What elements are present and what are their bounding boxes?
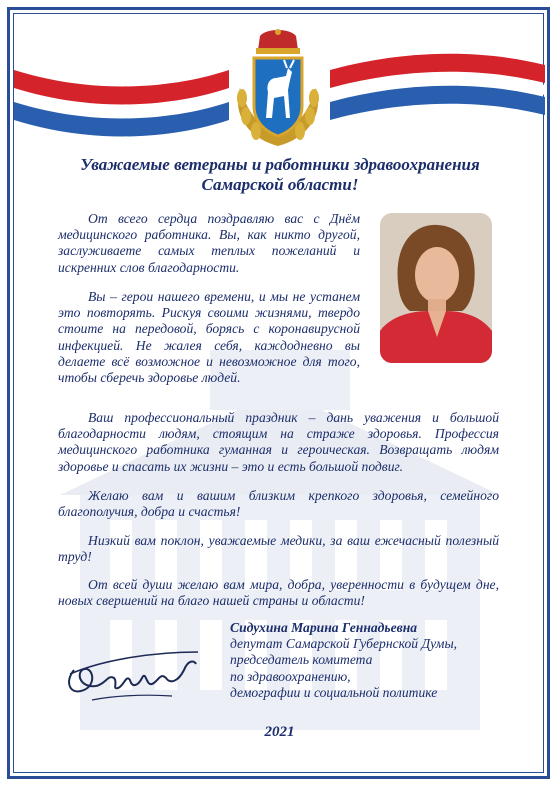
paragraph-2: Вы – герои нашего времени, и мы не устанем это повторять. Рискуя своими жизнями, твердо стоите на передовой, борясь с коронавирусной инфекцией. Не жалея себя, каждодневно вы делаете всё возможное и невозможное для того, чтобы сберечь здоровье людей. [58, 289, 360, 386]
paragraph-5: Низкий вам поклон, уважаемые медики, за ваш ежечасный полезный труд! [58, 533, 499, 565]
samara-coat-of-arms-icon [232, 28, 324, 153]
signer-title-line-1: депутат Самарской Губернской Думы, [230, 636, 458, 652]
portrait-image [380, 213, 492, 363]
signer-title-line-3: по здравоохранению, [230, 668, 351, 684]
handwritten-signature [62, 630, 202, 710]
signer-title-line-4: демографии и социальной политике [230, 684, 438, 700]
paragraph-4: Желаю вам и вашим близким крепкого здоровья, семейного благополучия, добра и счастья! [58, 488, 499, 520]
paragraph-3: Ваш профессиональный праздник – дань уважения и большой благодарности людям, стоящим на страже здоровья. Профессия медицинского работника гуманная и героическая. Возвращать людям здоровье и спасать их жизни – это и есть большой подвиг. [58, 410, 499, 474]
signature-block [230, 620, 530, 701]
portrait-photo [380, 213, 492, 363]
paragraph-6: От всей души желаю вам мира, добра, уверенности в будущем дне, новых свершений на благо нашей страны и области! [58, 577, 499, 609]
paragraph-1: От всего сердца поздравляю вас с Днём медицинского работника. Вы, как никто другой, заслуживаете самых теплых пожеланий и искренних слов благодарности. [58, 211, 360, 275]
heading-line-1: Уважаемые ветераны и работники здравоохранения [80, 155, 480, 174]
signer-title-line-2: председатель комитета [230, 652, 373, 668]
greeting-heading [40, 155, 520, 195]
year-label: 2021 [264, 724, 295, 740]
heading-line-2: Самарской области! [201, 175, 359, 194]
signer-name: Сидухина Марина Геннадьевна [230, 620, 418, 635]
